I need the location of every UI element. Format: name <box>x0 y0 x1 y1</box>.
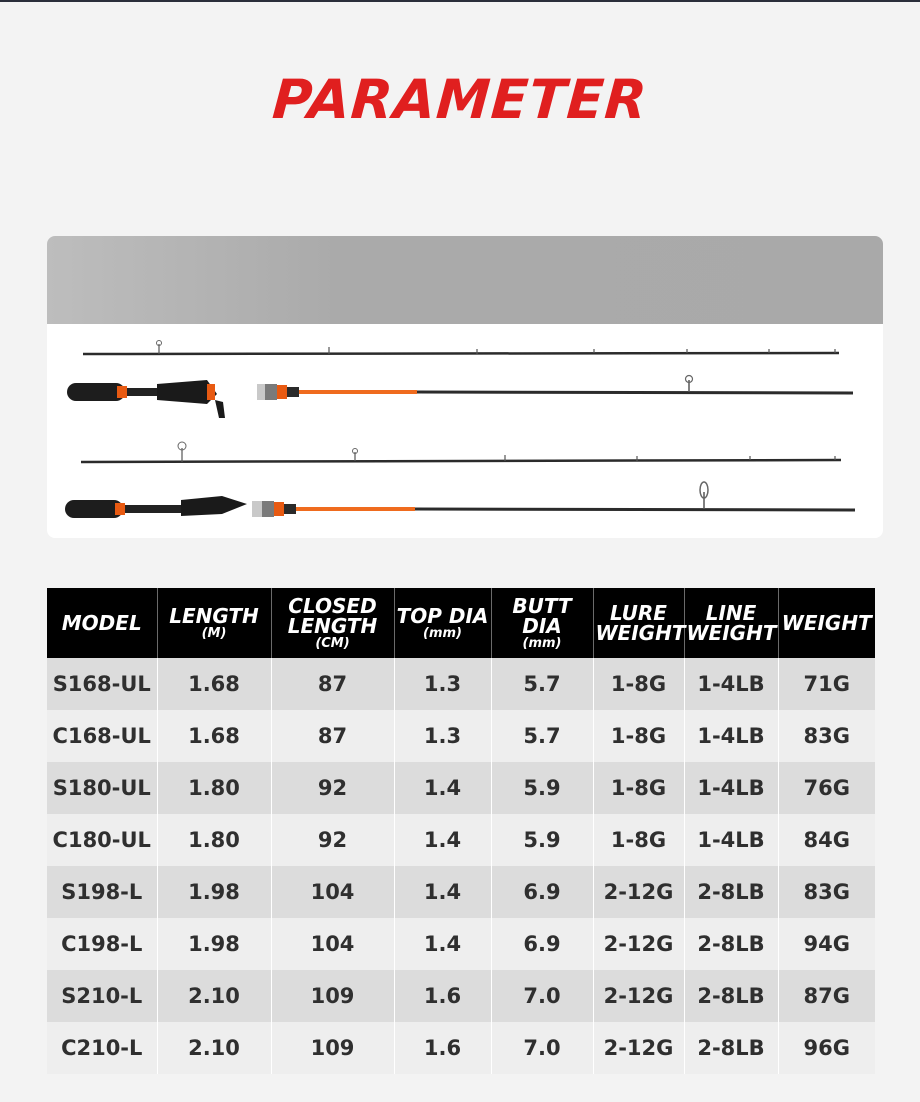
cell-top-dia: 1.3 <box>394 710 491 762</box>
header-line-weight: LINE WEIGHT <box>684 588 778 658</box>
header-length: LENGTH (M) <box>157 588 271 658</box>
cell-line-weight: 2-8LB <box>684 970 778 1022</box>
header-weight: WEIGHT <box>778 588 875 658</box>
cell-lure-weight: 1-8G <box>593 762 684 814</box>
cell-length: 1.68 <box>157 658 271 710</box>
cell-length: 1.80 <box>157 762 271 814</box>
cell-model: C210-L <box>47 1022 157 1074</box>
cell-length: 1.68 <box>157 710 271 762</box>
cell-lure-weight: 1-8G <box>593 658 684 710</box>
header-butt-dia: BUTT DIA (mm) <box>491 588 593 658</box>
cell-line-weight: 1-4LB <box>684 814 778 866</box>
cell-butt-dia: 7.0 <box>491 1022 593 1074</box>
cell-model: C168-UL <box>47 710 157 762</box>
cell-top-dia: 1.4 <box>394 866 491 918</box>
cell-line-weight: 1-4LB <box>684 658 778 710</box>
cell-weight: 96G <box>778 1022 875 1074</box>
cell-lure-weight: 2-12G <box>593 918 684 970</box>
cell-weight: 83G <box>778 710 875 762</box>
cell-closed-length: 104 <box>271 918 394 970</box>
cell-lure-weight: 2-12G <box>593 866 684 918</box>
cell-length: 2.10 <box>157 970 271 1022</box>
table-header-row <box>47 588 875 658</box>
cell-top-dia: 1.4 <box>394 762 491 814</box>
cell-length: 2.10 <box>157 1022 271 1074</box>
cell-top-dia: 1.4 <box>394 918 491 970</box>
rod-tip-section-2 <box>81 442 841 462</box>
cell-model: S210-L <box>47 970 157 1022</box>
cell-model: C198-L <box>47 918 157 970</box>
cell-closed-length: 104 <box>271 866 394 918</box>
cell-butt-dia: 5.7 <box>491 710 593 762</box>
cell-weight: 76G <box>778 762 875 814</box>
cell-butt-dia: 7.0 <box>491 970 593 1022</box>
cell-weight: 83G <box>778 866 875 918</box>
table-row <box>47 970 875 1022</box>
cell-top-dia: 1.6 <box>394 970 491 1022</box>
table-row <box>47 1022 875 1074</box>
rod-butt-section-1 <box>67 376 853 419</box>
cell-butt-dia: 6.9 <box>491 918 593 970</box>
cell-line-weight: 2-8LB <box>684 918 778 970</box>
cell-lure-weight: 2-12G <box>593 1022 684 1074</box>
cell-butt-dia: 5.7 <box>491 658 593 710</box>
cell-weight: 94G <box>778 918 875 970</box>
cell-weight: 84G <box>778 814 875 866</box>
rod-tip-section-1 <box>83 341 839 355</box>
cell-lure-weight: 2-12G <box>593 970 684 1022</box>
cell-closed-length: 87 <box>271 710 394 762</box>
table-row <box>47 710 875 762</box>
cell-butt-dia: 5.9 <box>491 814 593 866</box>
cell-weight: 71G <box>778 658 875 710</box>
cell-line-weight: 2-8LB <box>684 866 778 918</box>
cell-line-weight: 1-4LB <box>684 710 778 762</box>
cell-butt-dia: 5.9 <box>491 762 593 814</box>
cell-top-dia: 1.4 <box>394 814 491 866</box>
table-row <box>47 658 875 710</box>
cell-closed-length: 87 <box>271 658 394 710</box>
cell-closed-length: 92 <box>271 814 394 866</box>
cell-top-dia: 1.6 <box>394 1022 491 1074</box>
parameter-table <box>47 588 875 1074</box>
cell-model: S198-L <box>47 866 157 918</box>
cell-top-dia: 1.3 <box>394 658 491 710</box>
cell-lure-weight: 1-8G <box>593 814 684 866</box>
cell-closed-length: 109 <box>271 1022 394 1074</box>
table-row <box>47 814 875 866</box>
fishing-rods-illustration <box>47 324 883 538</box>
table-row <box>47 762 875 814</box>
header-lure-weight: LURE WEIGHT <box>593 588 684 658</box>
page-title: PARAMETER <box>270 68 650 131</box>
cell-model: C180-UL <box>47 814 157 866</box>
rod-butt-section-2 <box>65 482 855 518</box>
cell-weight: 87G <box>778 970 875 1022</box>
cell-butt-dia: 6.9 <box>491 866 593 918</box>
top-border <box>0 0 920 2</box>
cell-model: S180-UL <box>47 762 157 814</box>
cell-length: 1.98 <box>157 918 271 970</box>
table-row <box>47 866 875 918</box>
product-image-card <box>47 236 883 538</box>
header-model: MODEL <box>47 588 157 658</box>
cell-closed-length: 92 <box>271 762 394 814</box>
cell-closed-length: 109 <box>271 970 394 1022</box>
header-closed-length: CLOSED LENGTH (CM) <box>271 588 394 658</box>
card-header-band <box>47 236 883 324</box>
cell-lure-weight: 1-8G <box>593 710 684 762</box>
cell-line-weight: 1-4LB <box>684 762 778 814</box>
header-top-dia: TOP DIA (mm) <box>394 588 491 658</box>
table-row <box>47 918 875 970</box>
cell-line-weight: 2-8LB <box>684 1022 778 1074</box>
cell-length: 1.98 <box>157 866 271 918</box>
cell-model: S168-UL <box>47 658 157 710</box>
cell-length: 1.80 <box>157 814 271 866</box>
